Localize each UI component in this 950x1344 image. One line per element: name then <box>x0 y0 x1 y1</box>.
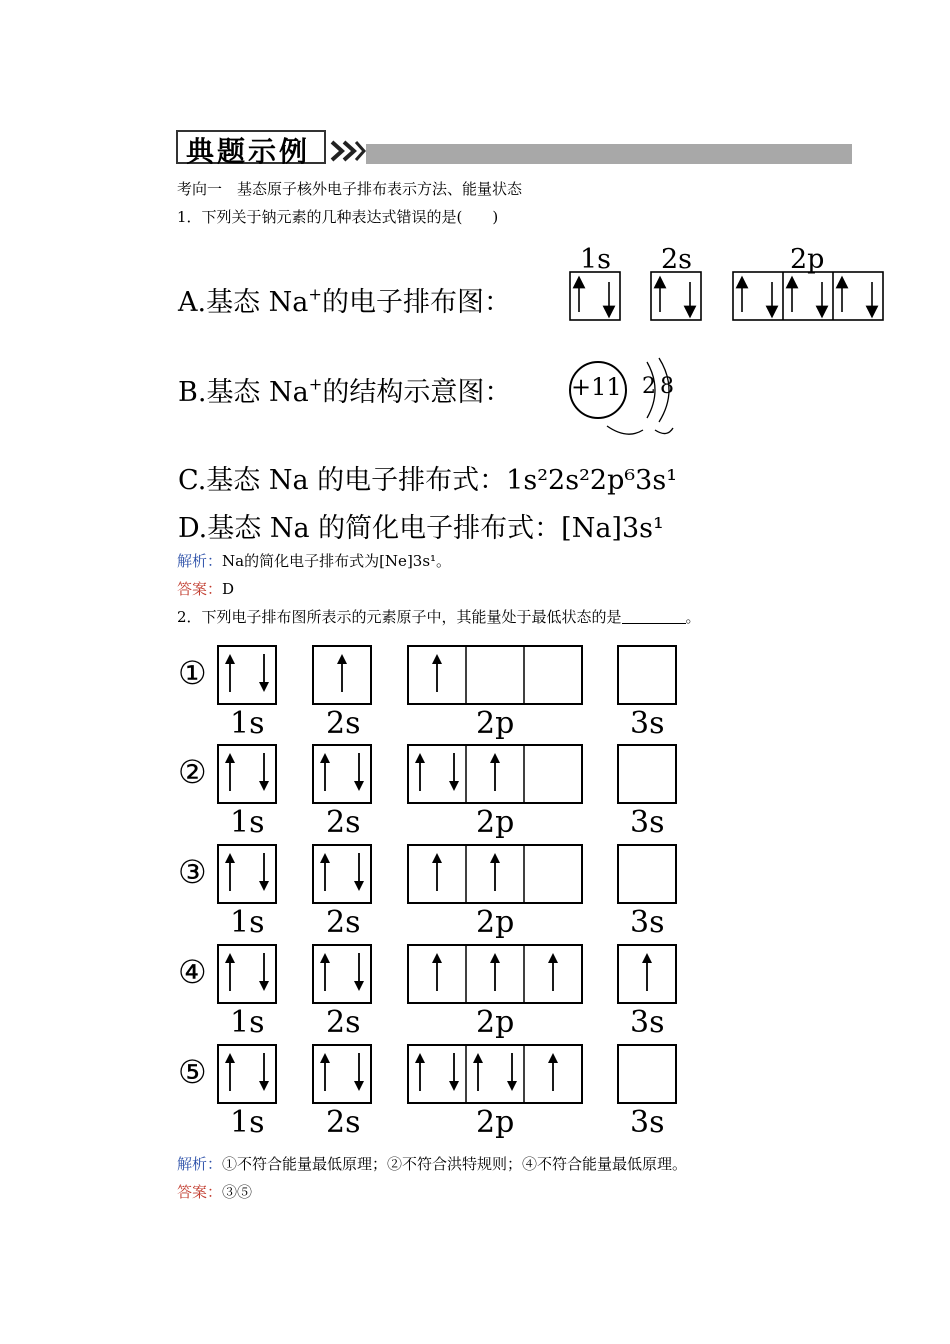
orbital-box-group <box>616 743 678 805</box>
q1-option-a-text: 基态 Na <box>206 287 309 318</box>
q2-row-number: ③ <box>178 853 207 891</box>
q1-analysis <box>177 550 451 571</box>
electron-up-arrow <box>473 1053 483 1091</box>
q1-a-label-2s: 2s <box>661 244 693 275</box>
electron-up-arrow <box>320 1053 330 1091</box>
q1-answer <box>177 578 234 599</box>
orbital-label: 2p <box>476 905 515 940</box>
orbital-box-group <box>216 743 278 805</box>
q2-row-number: ② <box>178 753 207 791</box>
orbital-box-group <box>216 943 278 1005</box>
q1-answer-text: D <box>222 580 235 598</box>
q1-option-c-config: 1s²2s²2p⁶3s¹ <box>506 465 678 496</box>
electron-down-arrow <box>449 1053 459 1091</box>
q2-stem <box>177 606 701 627</box>
q1-option-d <box>178 506 664 545</box>
q2-analysis-label: 解析： <box>177 1155 223 1173</box>
q1-option-a <box>178 280 511 319</box>
electron-down-arrow <box>449 753 459 791</box>
orbital-label: 3s <box>630 1005 665 1040</box>
electron-up-arrow <box>490 953 500 991</box>
q1-option-b-sup: + <box>308 374 323 394</box>
orbital-label: 2s <box>326 805 361 840</box>
electron-down-arrow <box>259 753 269 791</box>
electron-up-arrow <box>432 953 442 991</box>
q1-option-a-prefix: A. <box>178 287 207 318</box>
q1-option-c <box>178 458 677 497</box>
q2-stem-end: 。 <box>685 608 701 626</box>
header-title-box <box>176 130 326 168</box>
q2-analysis <box>177 1153 687 1174</box>
electron-up-arrow <box>415 1053 425 1091</box>
orbital-box-group <box>311 743 373 805</box>
orbital-box-group <box>406 644 584 706</box>
orbital-label: 3s <box>630 805 665 840</box>
orbital-label: 2p <box>476 1105 515 1140</box>
orbital-box-group <box>311 843 373 905</box>
double-chevron-icon <box>330 140 366 162</box>
q1-option-d-prefix: D. <box>178 513 208 544</box>
orbital-label: 2s <box>326 905 361 940</box>
electron-down-arrow <box>354 853 364 891</box>
orbital-box-group <box>406 843 584 905</box>
orbital-label: 1s <box>230 905 265 940</box>
electron-down-arrow <box>507 1053 517 1091</box>
q1-option-b-suffix: 的结构示意图： <box>322 377 512 408</box>
orbital-label: 2s <box>326 706 361 741</box>
orbital-box-group <box>406 943 584 1005</box>
electron-up-arrow <box>225 953 235 991</box>
q1-option-d-text: 基态 Na 的简化电子排布式： <box>207 513 562 544</box>
electron-up-arrow <box>432 853 442 891</box>
nucleus-charge: +11 <box>571 373 622 401</box>
orbital-box-group <box>311 644 373 706</box>
electron-up-arrow <box>642 953 652 991</box>
electron-down-arrow <box>354 1053 364 1091</box>
orbital-label: 2s <box>326 1105 361 1140</box>
orbital-box-group <box>216 1043 278 1105</box>
q2-answer <box>177 1181 252 1202</box>
orbital-box-group <box>406 743 584 805</box>
section-title: 考向一 基态原子核外电子排布表示方法、能量状态 <box>177 180 523 198</box>
q2-row-number: ① <box>178 654 207 692</box>
orbital-label: 2p <box>476 1005 515 1040</box>
orbital-box-group <box>616 1043 678 1105</box>
q2-analysis-text: ①不符合能量最低原理；②不符合洪特规则；④不符合能量最低原理。 <box>222 1155 688 1173</box>
shell-1-electrons: 2 <box>642 374 656 399</box>
q1-stem: 1．下列关于钠元素的几种表达式错误的是( ) <box>177 208 499 226</box>
orbital-box-group <box>311 1043 373 1105</box>
orbital-box-group <box>216 843 278 905</box>
electron-up-arrow <box>320 753 330 791</box>
electron-down-arrow <box>259 953 269 991</box>
header-bar <box>366 144 852 164</box>
q1-b-atom-diagram <box>567 356 687 440</box>
orbital-label: 3s <box>630 905 665 940</box>
orbital-box-group <box>616 843 678 905</box>
q1-option-d-config: [Na]3s¹ <box>561 513 664 544</box>
electron-up-arrow <box>432 654 442 692</box>
electron-up-arrow <box>490 753 500 791</box>
electron-up-arrow <box>548 1053 558 1091</box>
electron-down-arrow <box>259 654 269 692</box>
orbital-label: 2s <box>326 1005 361 1040</box>
electron-down-arrow <box>259 853 269 891</box>
q2-row-number: ⑤ <box>178 1053 207 1091</box>
q2-stem-text: 2．下列电子排布图所表示的元素原子中，其能量处于最低状态的是 <box>177 608 622 626</box>
header-banner <box>176 130 852 166</box>
q1-option-b <box>178 370 511 409</box>
q1-option-b-text: 基态 Na <box>206 377 309 408</box>
q2-row-number: ④ <box>178 953 207 991</box>
q1-option-c-text: 基态 Na 的电子排布式： <box>206 465 507 496</box>
electron-up-arrow <box>225 753 235 791</box>
orbital-box-group <box>406 1043 584 1105</box>
orbital-label: 3s <box>630 706 665 741</box>
shell-2-electrons: 8 <box>660 374 674 399</box>
orbital-label: 1s <box>230 706 265 741</box>
q1-a-label-2p: 2p <box>790 244 825 275</box>
q1-option-b-prefix: B. <box>178 377 207 408</box>
orbital-label: 2p <box>476 706 515 741</box>
electron-up-arrow <box>320 853 330 891</box>
q1-a-label-1s: 1s <box>580 244 612 275</box>
electron-up-arrow <box>225 1053 235 1091</box>
electron-up-arrow <box>490 853 500 891</box>
orbital-label: 2p <box>476 805 515 840</box>
electron-down-arrow <box>354 753 364 791</box>
orbital-box-group <box>616 644 678 706</box>
electron-up-arrow <box>320 953 330 991</box>
electron-up-arrow <box>225 654 235 692</box>
electron-up-arrow <box>337 654 347 692</box>
electron-up-arrow <box>225 853 235 891</box>
electron-down-arrow <box>259 1053 269 1091</box>
q1-a-orbital-diagram <box>565 270 885 324</box>
electron-up-arrow <box>415 753 425 791</box>
q1-option-a-suffix: 的电子排布图： <box>321 287 511 318</box>
orbital-label: 1s <box>230 805 265 840</box>
q2-answer-text: ③⑤ <box>222 1183 253 1201</box>
orbital-label: 3s <box>630 1105 665 1140</box>
q1-option-c-prefix: C. <box>178 465 207 496</box>
orbital-box-group <box>216 644 278 706</box>
electron-up-arrow <box>548 953 558 991</box>
q1-option-a-sup: + <box>308 284 322 304</box>
orbital-label: 1s <box>230 1005 265 1040</box>
q1-analysis-label: 解析： <box>177 552 223 570</box>
q2-answer-label: 答案： <box>177 1183 223 1201</box>
header-title: 典题示例 <box>186 135 311 168</box>
q1-analysis-text: Na的简化电子排布式为[Ne]3s¹。 <box>222 552 452 570</box>
orbital-box-group <box>616 943 678 1005</box>
orbital-label: 1s <box>230 1105 265 1140</box>
electron-down-arrow <box>354 953 364 991</box>
orbital-box-group <box>311 943 373 1005</box>
answer-blank <box>622 608 686 624</box>
q1-answer-label: 答案： <box>177 580 223 598</box>
